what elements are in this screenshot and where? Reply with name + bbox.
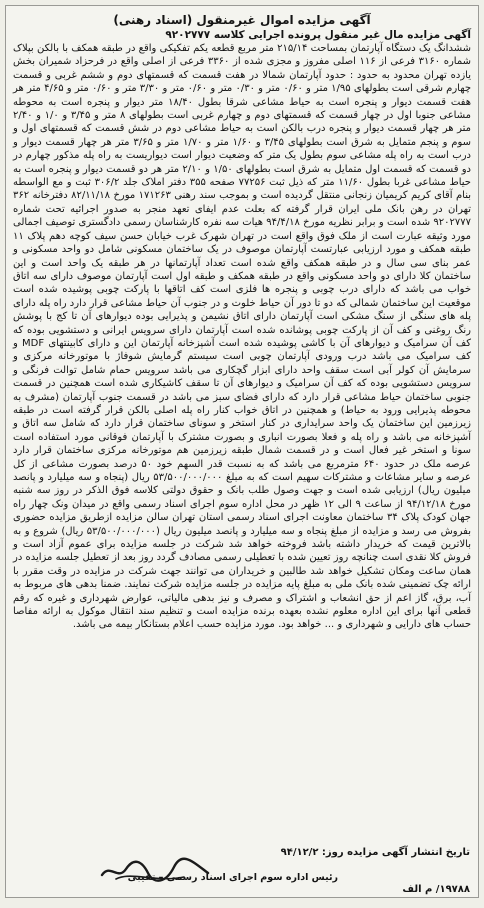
notice-sheet <box>5 5 479 898</box>
signature-line: رئیس اداره سوم اجرای اسناد رسمی – تقیبی <box>127 872 338 883</box>
notice-body <box>6 42 478 632</box>
reference-code: ۱۹۷۸۸/ م الف <box>402 884 470 895</box>
notice-title: آگهی مزایده اموال غیرمنقول (اسناد رهنی) <box>113 13 371 27</box>
notice-subtitle: آگهی مزایده مال غیر منقول پرونده اجرایی کلاسه ۹۲۰۲۷۷۷ <box>165 29 471 41</box>
handwritten-mark-icon <box>96 855 216 885</box>
notice-footer <box>6 847 478 897</box>
notice-paragraph: ششدانگ یک دستگاه آپارتمان بمساحت ۲۱۵/۱۴ متر مربع قطعه یکم تفکیکی واقع در طبقه همکف با بالکن بپلاک شماره ۳۱۶۰ فرعی از ۱۱۶ اصلی مفروز و مجزی شده از ۳۳۶۰ فرعی از اصلی واقع در فرحزاد شمیران بخش یازده تهران محدود به حدود : حدود آپارتمان شمالا در هفت قسمت که قسمتهای دوم و ششم غربی و قسمت چهارم شرقی است بطولهای ۱/۹۵ متر و ۰/۶۰ متر و ۰/۳۰ متر و ۰/۶۰ متر و ۳/۳۰ متر و ۰/۶۰ متر و ۴/۶۵ متر هر هفت قسمت دیوار و پنجره است به حیاط مشاعی شرقا بطول ۱۸/۴۰ متر دیوار و پنجره است به محوطه مشاعی جنوبا اول در چهار قسمت که قسمتهای دوم و چهارم غربی است بطولهای ۸ متر و ۳/۴۵ و ۱/۰ و ۲/۴۰ متر هر چهار قسمت دیوار و پنجره درب بالکن است به حیاط مشاعی دوم در شش قسمت که قسمتهای اول و سوم و پنجم متمایل به شرق است بطولهای ۳/۴۵ و ۱/۶۰ متر و ۱/۷۰ متر و ۳/۶۵ متر هر چهار قسمت دیوار و درب است به راه پله مشاعی سوم بطول یک متر که وضعیت دیوار است دیواریست به راه پله مذکور چهارم در دو قسمت که قسمت اول متمایل به شرق است بطولهای ۱/۵۰ و ۲/۱۰ متر هر دو قسمت دیوار و پنجره است به حیاط مشاعی غربا بطول ۱۱/۶۰ متر که ذیل ثبت ۷۷۲۵۶ صفحه ۳۵۵ دفتر املاک جلد ۳۰۶/۲ ثبت و مع الواسطه بنام آقای کریم کریمیان زنجانی منتقل گردیده است و بموجب سند رهنی ۱۷۱۲۶۳ مورخ ۸۲/۱۱/۱۸ دفترخانه ۳۶۲ تهران در رهن بانک ملی ایران قرار گرفته که بعلت عدم ایفای تعهد منجر به صدور اجرائیه تحت شماره ۹۲۰۲۷۷۷ شده است و برابر نظریه مورخ ۹۴/۴/۱۸ هیات سه نفره کارشناسان رسمی دادگستری توصیف اجمالی مورد وثیقه عبارت است از ملک فوق واقع است در تهران شهرک غرب خیابان حسن سیف کوچه دهم پلاک ۱۱ طبقه همکف و مورد ارزیابی عبارتست آپارتمان موصوف در یک ساختمان مسکونی شامل دو واحد مسکونی و عمر بنای سی سال و در طبقه همکف واقع شده است تعداد آپارتمانها در هر طبقه یک واحد است و این ساختمان کلا دارای دو واحد مسکونی واقع در طبقه همکف و طبقه اول است آپارتمان موصوف دارای سه اتاق خواب می باشد که دارای درب چوبی و پنجره ها فلزی است کف اتاقها با پارکت چوبی پوشیده شده است موقعیت این ساختمان شمالی که دو تا دور آن حیاط خلوت و در جنوب آن حیاط مشاعی قرار دارد راه پله دارای پله های سنگی از سنگ مشکی است آپارتمان دارای اتاق نشیمن و پذیرایی بوده دیوارهای آن تا کج با پوشش رنگ روغنی و کف آن از پارکت چوبی پوشانده شده است آپارتمان دارای سرویس ایرانی و دستشویی بوده که کف آن سرامیک و دیوارهای آن با کاشی پوشیده شده است آشپزخانه آپارتمان این و دارای کابینتهای MDF و کف سرامیک می باشد درب ورودی آپارتمان چوبی است سیستم گرمایش شوفاژ با موتورخانه مرکزی و سرمایش آن کولر آبی است سقف واحد دارای ابزار گچکاری می باشد سرویس حمام شامل توالت فرنگی و سرویس دستشویی بوده که کف آن سرامیک و دیوارهای آن تا سقف کاشیکاری شده است همچنین در قسمت جنوبی ساختمان حیاط مشاعی قرار دارد که دارای فضای سبز می باشد در قسمت جنوب آپارتمان (مشرف به محوطه پذیرایی ورود به حیاط) و همچنین در اتاق خواب کنار راه پله اصلی بالکن قرار گرفته است در طبقه زیرزمین این ساختمان یک واحد سرایداری در کنار استخر و سونای ساختمان قرار دارد که شامل سه اتاق و آشپزخانه می باشد و راه پله و فعلا بصورت انباری و بصورت مشترک با آپارتمان فوقانی مورد استفاده است سونا و استخر غیر فعال است و در قسمت شمال طبقه زیرزمین هم موتورخانه مرکزی ساختمان قرار دارد عرصه ملک در حدود ۶۴۰ مترمربع می باشد که به نسبت قدر السهم خود ۵۰ درصد بصورت مشاعی از کل عرصه و سایر مشاعات و مشترکات سهیم است که به مبلغ ۵۳/۵۰۰/۰۰۰/۰۰۰ ریال (پنجاه و سه میلیارد و پانصد میلیون ریال) ارزیابی شده است و جهت وصول طلب بانک و حقوق دولتی کلاسه فوق الذکر در روز سه شنبه مورخ ۹۴/۱۲/۱۸ از ساعت ۹ الی ۱۲ ظهر در محل اداره سوم اجرای اسناد رسمی واقع در میدان ونک چهار راه جهان کودک پلاک ۳۴ ساختمان معاونت اجرای اسناد رسمی استان تهران سالن مزایده ازطریق مزایده حضوری بفروش می رسد و مزایده از مبلغ پنجاه و سه میلیارد و پانصد میلیون ریال (۵۳/۵۰۰/۰۰۰/۰۰۰ ریال) شروع و به بالاترین قیمت که خریدار داشته باشد فروخته خواهد شد شرکت در جلسه مزایده برای عموم آزاد است و فروش کلا نقدی است چنانچه روز تعیین شده با تعطیلی رسمی مصادف گردد روز بعد از تعطیل جلسه مزایده در همان ساعت ومکان تشکیل خواهد شد طالبین و خریداران می توانند جهت شرکت در مزایده در وقت مقرر با ارائه چک تضمینی شده بانک ملی به مبلغ پایه مزایده در جلسه مزایده شرکت نمایند. ضمنا بدهی های مربوط به آب، برق، گاز اعم از حق انشعاب و اشتراک و مصرف و نیز بدهی مالیاتی، عوارض شهرداری و غیره که رقم قطعی آنها برای این اداره معلوم نشده بعهده برنده مزایده است و تنظیم سند انتقال موکول به ارائه مفاصا حساب های دارایی و شهرداری و ... خواهد بود. مورد مزایده حسب اعلام بستانکار بیمه می باشد. <box>13 43 472 631</box>
publication-date: تاریخ انتشار آگهی مزایده روز: ۹۴/۱۲/۲ <box>280 847 470 858</box>
